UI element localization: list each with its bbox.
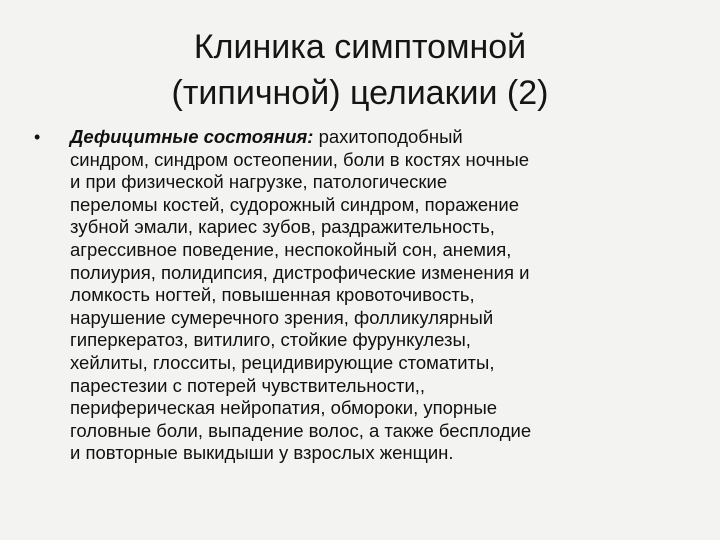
lead-label: Дефицитные состояния: (70, 126, 314, 147)
body-line: парестезии с потерей чувствительности,, (70, 374, 426, 396)
slide-content (32, 126, 682, 465)
body-line: синдром, синдром остеопении, боли в костях ночные (70, 148, 530, 170)
first-line (70, 126, 680, 149)
body-line: зубной эмали, кариес зубов, раздражительность, (70, 216, 495, 238)
body-line: и при физической нагрузке, патологические (70, 171, 448, 193)
bullet-item (32, 126, 682, 465)
body-line: хейлиты, глосситы, рецидивирующие стоматиты, (70, 351, 495, 373)
title-line: Клиника симптомной (193, 28, 527, 66)
body-line: и повторные выкидыши у взрослых женщин. (70, 442, 454, 464)
title-line: (типичной) целиакии (2) (171, 74, 549, 112)
body-line: полиурия, полидипсия, дистрофические изменения и (70, 261, 530, 283)
body-line: периферическая нейропатия, обмороки, упорные (70, 397, 498, 419)
body-line: ломкость ногтей, повышенная кровоточивость, (70, 284, 475, 306)
slide-title (60, 24, 660, 116)
body-line: агрессивное поведение, неспокойный сон, анемия, (70, 238, 512, 260)
bullet-text (70, 126, 680, 465)
body-line: гиперкератоз, витилиго, стойкие фурункулезы, (70, 329, 471, 351)
lead-continuation: рахитоподобный (313, 126, 463, 147)
body-line: переломы костей, судорожный синдром, поражение (70, 193, 519, 215)
bullet-marker: • (34, 127, 41, 147)
body-line: головные боли, выпадение волос, а также бесплодие (70, 419, 532, 441)
body-line: нарушение сумеречного зрения, фолликулярный (70, 306, 494, 328)
